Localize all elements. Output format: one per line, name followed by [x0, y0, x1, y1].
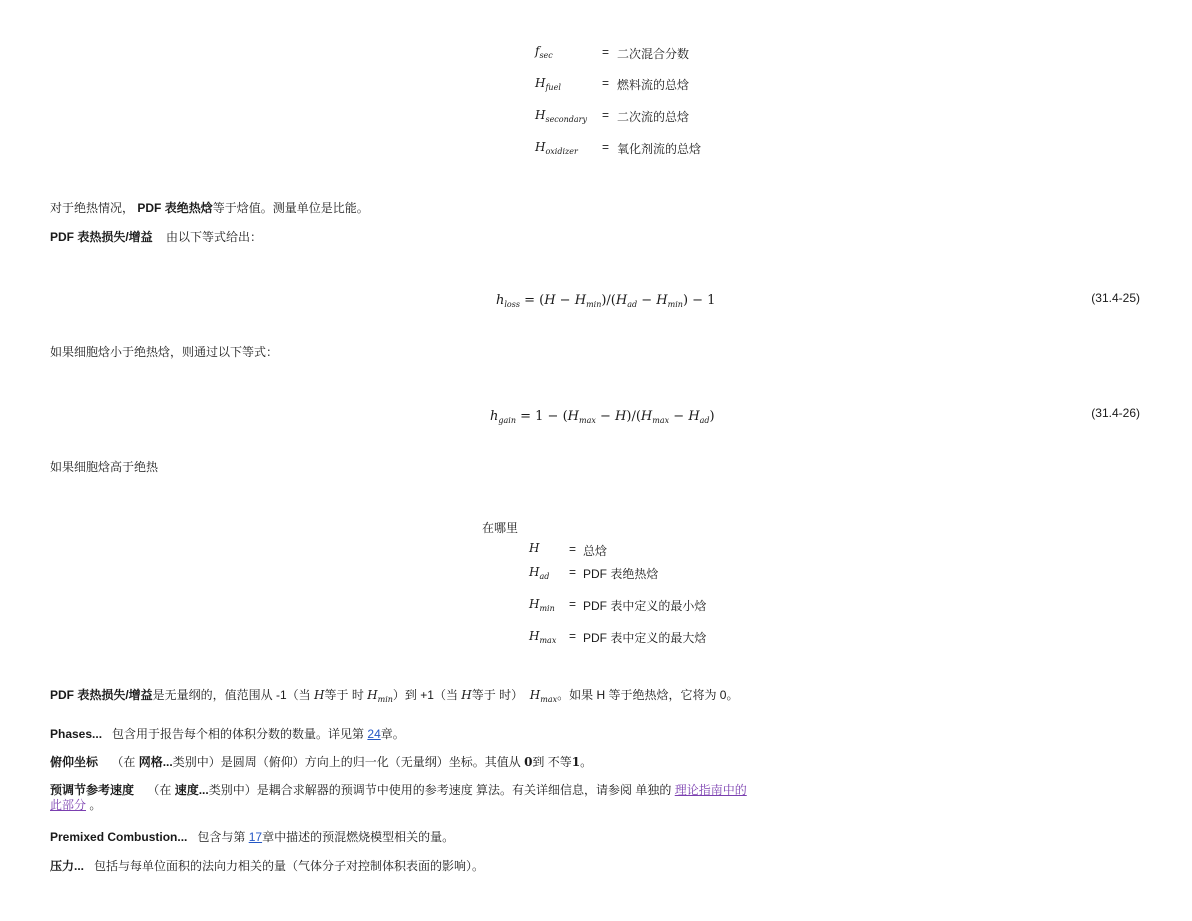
def-description: 总焓	[583, 544, 608, 558]
paragraph-if-greater: 如果细胞焓高于绝热	[50, 460, 159, 474]
theory-guide-link[interactable]: 理论指南中的	[674, 783, 747, 797]
theory-section-link[interactable]: 此部分	[50, 798, 87, 812]
chapter-link-24[interactable]: 24	[367, 727, 381, 741]
def-symbol: $H_{ad}$	[529, 565, 550, 581]
term-bold: PDF 表热损失/增益	[50, 688, 153, 702]
def-equals: =	[569, 542, 577, 556]
def-description: PDF 表中定义的最小焓	[583, 599, 707, 613]
paragraph-pitch: 俯仰坐标 （在 网格...类别中）是圆周（俯仰）方向上的归一化（无量纲）坐标。其值从 0到 不等1。	[50, 755, 593, 769]
chapter-link-17[interactable]: 17	[248, 830, 263, 844]
term-bold: PDF 表绝热焓	[137, 201, 213, 215]
term-bold: PDF 表热损失/增益	[50, 230, 153, 244]
def-description: 氧化剂流的总焓	[617, 142, 702, 156]
def-equals: =	[569, 629, 577, 643]
paragraph-heat-loss	[50, 228, 262, 245]
def-description: 二次流的总焓	[617, 110, 690, 124]
paragraph-phases: Phases... 包含用于报告每个相的体积分数的数量。详见第 24章。	[50, 727, 405, 741]
term-bold: 预调节参考速度	[50, 783, 135, 797]
def-equals: =	[569, 597, 577, 611]
def-symbol: $H_{fuel}$	[535, 76, 561, 92]
def-symbol: $H_{secondary}$	[535, 108, 587, 124]
equation-number: (31.4-25)	[1091, 291, 1140, 305]
paragraph-pressure: 压力... 包括与每单位面积的法向力相关的量（气体分子对控制体积表面的影响）。	[50, 859, 485, 873]
def-description: PDF 表中定义的最大焓	[583, 631, 707, 645]
term-bold: Phases...	[50, 727, 103, 741]
def-equals: =	[602, 108, 610, 122]
def-symbol: $H_{oxidizer}$	[535, 140, 578, 156]
text: 对于绝热情况，	[50, 201, 135, 215]
term-bold: 压力...	[50, 859, 85, 873]
term-bold: Premixed Combustion...	[50, 830, 188, 844]
equation-heat-gain: $h_{gain} = 1 - (H_{max} - H)/(H_{max} - H_{ad})$	[490, 409, 715, 425]
text: 由以下等式给出：	[166, 230, 263, 244]
paragraph-if-less: 如果细胞焓小于绝热焓，则通过以下等式：	[50, 345, 279, 359]
def-symbol: $f_{sec}$	[535, 44, 553, 60]
equation-heat-loss: $h_{loss} = (H - H_{min})/(H_{ad} - H_{min}) - 1$	[496, 293, 716, 309]
paragraph-dimensionless: PDF 表热损失/增益是无量纲的，值范围从 -1（当 H等于 时 $H_{min}$）到 +1（当 H等于 时） $H_{max}$。如果 H 等于绝热焓，它将为 0。	[50, 688, 739, 704]
term-bold: 俯仰坐标	[50, 755, 99, 769]
def-equals: =	[602, 76, 610, 90]
def-symbol: $H_{min}$	[529, 597, 555, 613]
def-description: PDF 表绝热焓	[583, 567, 659, 581]
def-symbol: $H_{max}$	[529, 629, 557, 645]
text: 等于焓值。测量单位是比能。	[212, 201, 369, 215]
def-equals: =	[602, 45, 610, 59]
def-equals: =	[569, 565, 577, 579]
where-label: 在哪里	[482, 521, 519, 535]
paragraph-premixed: Premixed Combustion... 包含与第 17章中描述的预混燃烧模型相关的量。	[50, 830, 455, 844]
def-description: 燃料流的总焓	[617, 78, 690, 92]
paragraph-precond: 预调节参考速度 （在 速度...类别中）是耦合求解器的预调节中使用的参考速度 算法。有关详细信息，请参阅 单独的 理论指南中的 此部分 。	[50, 783, 747, 812]
def-equals: =	[602, 140, 610, 154]
def-description: 二次混合分数	[617, 47, 690, 61]
equation-number: (31.4-26)	[1091, 406, 1140, 420]
def-symbol: H	[529, 541, 540, 555]
paragraph-adiabatic	[50, 199, 369, 216]
